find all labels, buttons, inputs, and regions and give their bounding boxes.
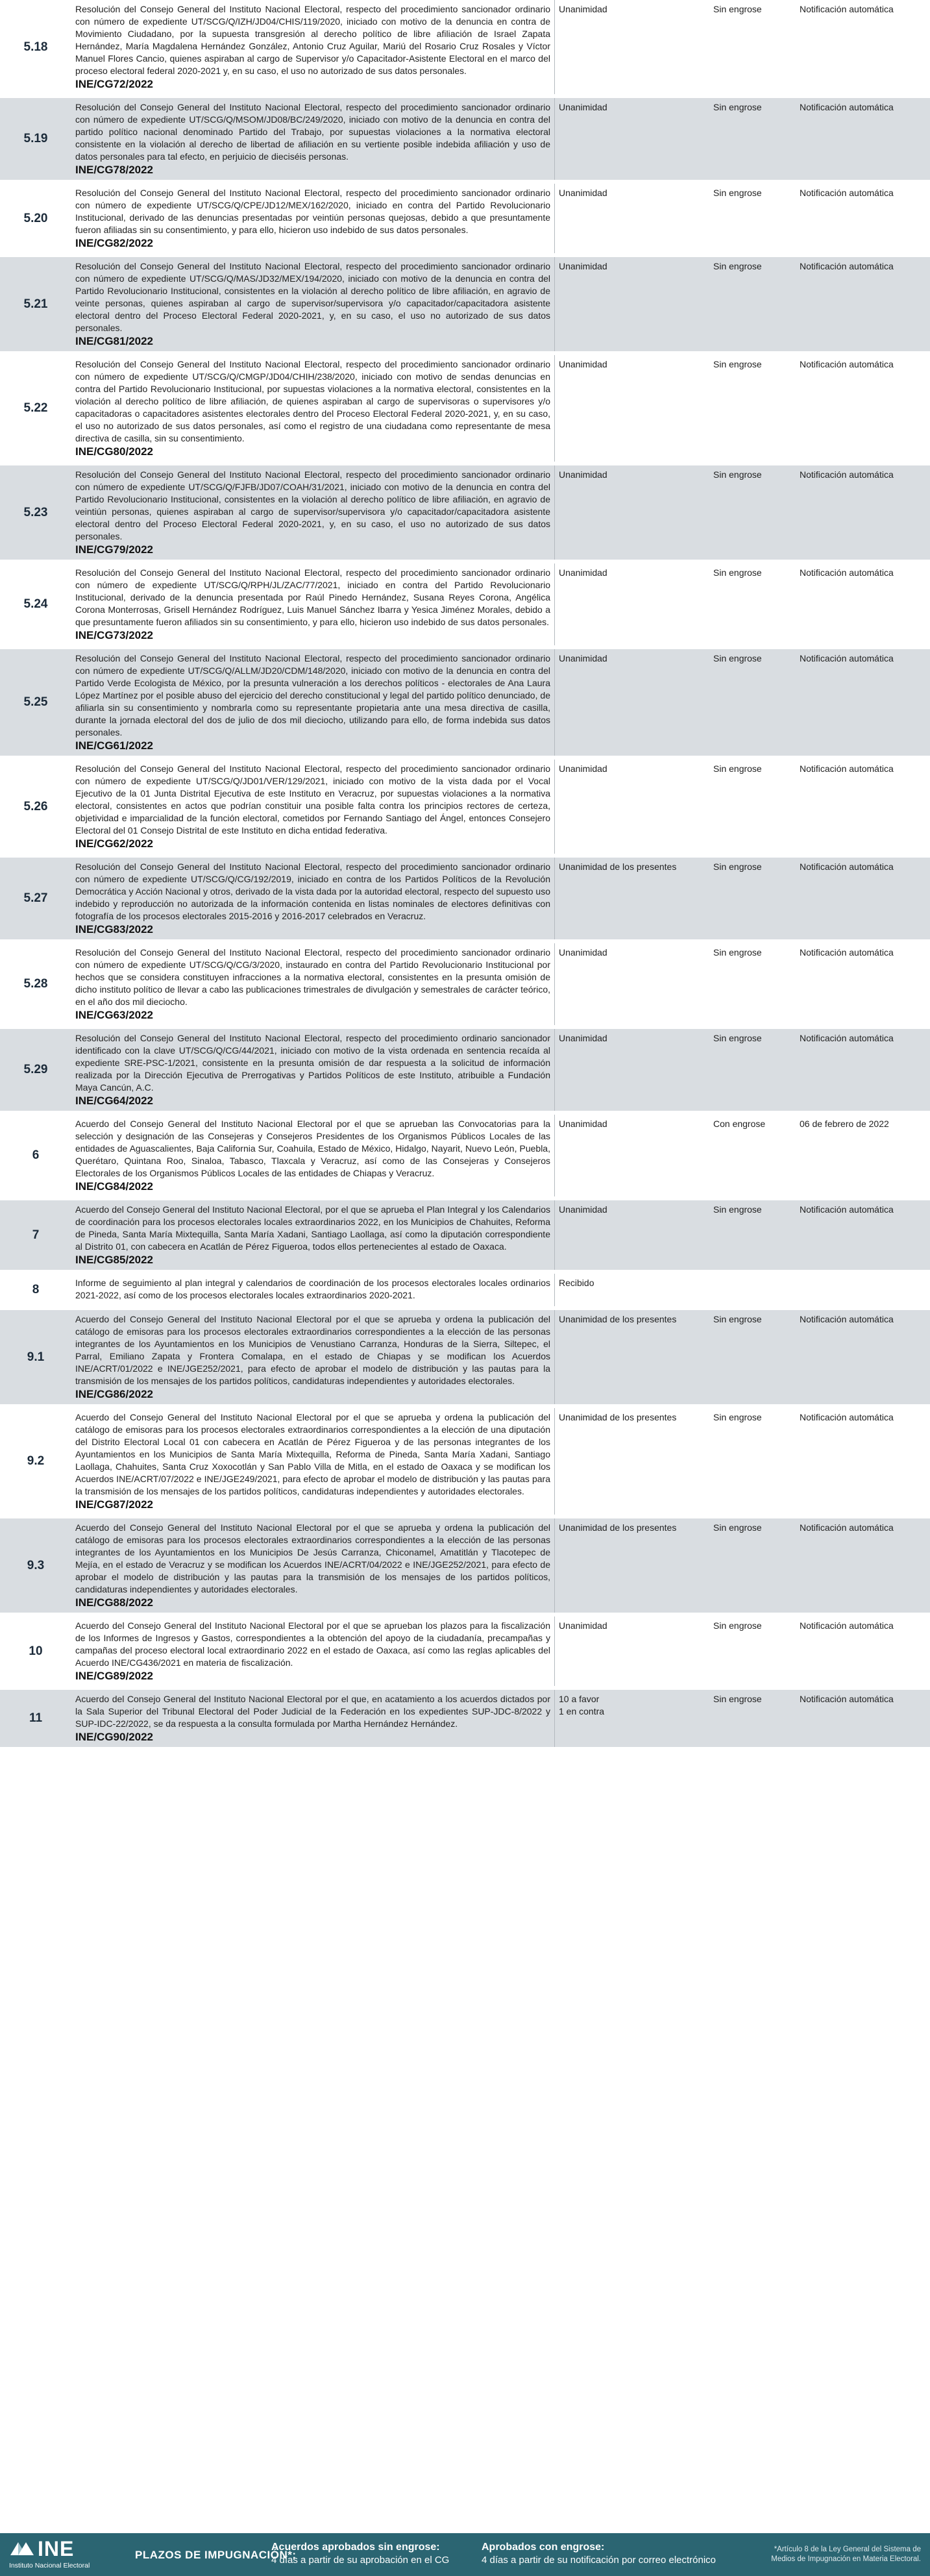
item-description-cell — [71, 0, 555, 94]
agenda-row — [0, 1200, 930, 1270]
agreement-code: INE/CG81/2022 — [75, 335, 154, 347]
item-description: Acuerdo del Consejo General del Instituto Nacional Electoral por el que se aprueban los plazos para la fiscalización de los Informes de Ingresos y Gastos, correspondientes a la obtención del apoyo de la ciudadanía, precampañas y campañas del proceso electoral local extraordinario 2022 en el estado de Oaxaca, así como las reglas aplicables del Acuerdo INE/CG436/2021 en materia de fiscalización. — [75, 1620, 550, 1668]
notification-status: Notificación automática — [796, 355, 930, 462]
item-description: Resolución del Consejo General del Instituto Nacional Electoral, respecto del procedimiento sancionador ordinario con número de expediente UT/SCG/Q/CG/192/2019, iniciado en contra de los Partidos Políticos de la Revolución Democrática y Acción Nacional y otros, derivado de la vista dada por la autoridad electoral, respecto del supuesto uso indebido y reproducción no autorizada de la información contenida en listas nominales de electores definitivas con fotografía de los procesos electorales 2015-2016 y 2016-2017 celebrados en Veracruz. — [75, 861, 550, 921]
no-engrose-heading: Acuerdos aprobados sin engrose: — [271, 2542, 440, 2553]
engrose-status: Sin engrose — [709, 1690, 796, 1747]
impugnation-footer — [0, 2533, 930, 2576]
item-description-cell — [71, 1274, 555, 1306]
vote-cell — [555, 1690, 709, 1747]
ine-logo-text: INE — [38, 2537, 75, 2560]
notification-status: Notificación automática — [796, 0, 930, 94]
vote-cell — [555, 943, 709, 1025]
item-description-cell — [71, 760, 555, 854]
engrose-status: Sin engrose — [709, 1408, 796, 1515]
vote-result: Unanimidad — [559, 763, 607, 774]
vote-result: Unanimidad — [559, 1119, 607, 1129]
agenda-row — [0, 184, 930, 253]
agenda-row — [0, 564, 930, 645]
item-description-cell — [71, 1616, 555, 1686]
item-number: 9.2 — [0, 1408, 71, 1515]
engrose-status — [709, 1274, 796, 1306]
agenda-row — [0, 98, 930, 180]
item-number: 5.28 — [0, 943, 71, 1025]
ine-logo — [9, 2538, 119, 2571]
vote-cell — [555, 1200, 709, 1270]
agreement-code: INE/CG83/2022 — [75, 923, 154, 935]
notification-status: Notificación automática — [796, 257, 930, 351]
item-description: Informe de seguimiento al plan integral y calendarios de coordinación de los procesos electorales locales ordinarios 2021-2022, así como de los procesos electorales locales extraordinarios 2020-2021. — [75, 1278, 550, 1300]
agreement-code: INE/CG61/2022 — [75, 739, 154, 752]
engrose-status: Sin engrose — [709, 1616, 796, 1686]
agreement-code: INE/CG85/2022 — [75, 1254, 154, 1266]
agenda-row — [0, 1274, 930, 1306]
vote-cell — [555, 257, 709, 351]
notification-status: Notificación automática — [796, 465, 930, 560]
item-description: Resolución del Consejo General del Instituto Nacional Electoral, respecto del procedimiento sancionador ordinario con número de expediente UT/SCG/Q/MAS/JD32/MEX/194/2020, iniciado con motivo de la denuncia en contra del Partido Revolucionario Institucional, consistentes en la violación al derecho político de libre afiliación, en agravio de veinte personas, quienes aspiraban al cargo de supervisor/supervisora y/o capacitador/capacitadora asistente electoral dentro del Proceso Electoral Federal 2020-2021, y, en su caso, el uso no autorizado de sus datos personales. — [75, 261, 550, 333]
item-number: 10 — [0, 1616, 71, 1686]
engrose-status: Sin engrose — [709, 184, 796, 253]
vote-cell — [555, 98, 709, 180]
vote-result: Unanimidad — [559, 469, 607, 480]
item-number: 5.27 — [0, 858, 71, 939]
agreement-code: INE/CG90/2022 — [75, 1731, 154, 1743]
notification-status: Notificación automática — [796, 184, 930, 253]
vote-cell — [555, 1115, 709, 1196]
item-number: 11 — [0, 1690, 71, 1747]
item-number: 7 — [0, 1200, 71, 1270]
vote-result: Unanimidad de los presentes — [559, 1314, 677, 1324]
vote-cell — [555, 0, 709, 94]
notification-status: Notificación automática — [796, 564, 930, 645]
vote-result: Unanimidad — [559, 4, 607, 14]
item-number: 5.19 — [0, 98, 71, 180]
item-number: 8 — [0, 1274, 71, 1306]
vote-cell — [555, 760, 709, 854]
vote-cell — [555, 184, 709, 253]
legal-footnote — [771, 2545, 921, 2564]
engrose-status: Sin engrose — [709, 1029, 796, 1111]
item-number: 5.20 — [0, 184, 71, 253]
vote-cell — [555, 1310, 709, 1404]
notification-status: Notificación automática — [796, 1518, 930, 1613]
agreement-code: INE/CG79/2022 — [75, 543, 154, 556]
agenda-row — [0, 760, 930, 854]
agreement-code: INE/CG84/2022 — [75, 1180, 154, 1193]
engrose-status: Con engrose — [709, 1115, 796, 1196]
engrose-status: Sin engrose — [709, 1200, 796, 1270]
agenda-row — [0, 465, 930, 560]
item-number: 5.24 — [0, 564, 71, 645]
vote-cell — [555, 1616, 709, 1686]
legal-footnote-line1: *Artículo 8 de la Ley General del Sistema de — [774, 2545, 921, 2553]
item-number: 9.3 — [0, 1518, 71, 1613]
vote-cell — [555, 1408, 709, 1515]
vote-cell — [555, 858, 709, 939]
item-description: Resolución del Consejo General del Instituto Nacional Electoral, respecto del procedimiento sancionador ordinario con número de expediente UT/SCG/Q/CMGP/JD04/CHIH/238/2020, iniciado con motivo de sendas denuncias en contra del Partido Revolucionario Institucional, por supuestas violaciones a la normativa electoral, consistentes en la violación al derecho político de libre afiliación, de quienes aspiraban al cargo de supervisoras o supervisores y/o capacitadoras o capacitadores asistentes electorales dentro del Proceso Electoral Federal 2020-2021, y, en su caso, el uso no autorizado de sus datos personales, así como el registro de una ciudadana como representante de mesa directiva de casilla, sin su consentimiento. — [75, 359, 550, 443]
item-description: Acuerdo del Consejo General del Instituto Nacional Electoral por el que, en acatamiento a los acuerdos dictados por la Sala Superior del Tribunal Electoral del Poder Judicial de la Federación en los expedientes SUP-JDC-8/2022 y SUP-IDC-22/2022, se da respuesta a la consulta formulada por Martha Hernández Hernández. — [75, 1694, 550, 1729]
item-number: 5.18 — [0, 0, 71, 94]
no-engrose-deadline — [271, 2541, 449, 2567]
notification-status: Notificación automática — [796, 649, 930, 756]
legal-footnote-line2: Medios de Impugnación en Materia Electoral. — [771, 2555, 921, 2563]
notification-status: Notificación automática — [796, 1310, 930, 1404]
engrose-text: 4 días a partir de su notificación por correo electrónico — [482, 2555, 716, 2566]
agenda-row — [0, 257, 930, 351]
vote-cell — [555, 355, 709, 462]
vote-result: Unanimidad de los presentes — [559, 861, 677, 872]
notification-status: Notificación automática — [796, 1690, 930, 1747]
agenda-row — [0, 1690, 930, 1747]
item-description: Resolución del Consejo General del Instituto Nacional Electoral, respecto del procedimiento ordinario sancionador identificado con la clave UT/SCG/Q/CG/44/2021, iniciado con motivo de la vista ordenada en sentencia recaída al expediente SRE-PSC-1/2021, consistente en la presunta omisión de dar respuesta a la solicitud de información realizada por la Dirección Ejecutiva de Prerrogativas y Partidos Políticos de este Instituto, atribuible a Fundación Maya Cancún, A.C. — [75, 1033, 550, 1093]
item-number: 5.23 — [0, 465, 71, 560]
item-description: Acuerdo del Consejo General del Instituto Nacional Electoral, por el que se aprueba el Plan Integral y los Calendarios de coordinación para los procesos electorales locales extraordinarios 2022, en los Municipios de Chahuites, Reforma de Pineda, Santa María Mixtequilla, Santa María Xadani, Santiago Laollaga, así como la diputación correspondiente al Distrito 01, con cabecera en Acatlán de Pérez Figueroa, todos ellos pertenecientes al estado de Oaxaca. — [75, 1204, 550, 1252]
vote-result: 10 a favor — [559, 1694, 600, 1704]
agreement-code: INE/CG62/2022 — [75, 837, 154, 850]
item-description-cell — [71, 1310, 555, 1404]
agreement-code: INE/CG87/2022 — [75, 1498, 154, 1511]
item-description: Resolución del Consejo General del Instituto Nacional Electoral, respecto del procedimiento sancionador ordinario con número de expediente UT/SCG/Q/CG/3/2020, instaurado en contra del Partido Revolucionario Institucional por hechos que se considera constituyen infracciones a la normativa electoral, consistentes en la presunta omisión de dicho instituto político de llevar a cabo las publicaciones trimestrales de divulgación y semestrales de carácter teórico, en el año dos mil dieciocho. — [75, 947, 550, 1007]
item-description-cell — [71, 184, 555, 253]
engrose-deadline — [482, 2541, 716, 2567]
agenda-row — [0, 1310, 930, 1404]
agenda-row — [0, 355, 930, 462]
item-description: Acuerdo del Consejo General del Instituto Nacional Electoral por el que se aprueba y ordena la publicación del catálogo de emisoras para los procesos electorales extraordinarios correspondientes a la elección de las personas integrantes de los Ayuntamientos en los Municipios de Venustiano Carranza, Honduras de la Sierra, Siltepec, el Parral, Emiliano Zapata y Frontera Comalapa, en el estado de Chiapas y se modifican los Acuerdos INE/ACRT/01/2022 e INE/JGE252/2021, para efecto de aprobar el modelo de distribución y las pautas para la transmisión de los mensajes de los partidos políticos, candidaturas independientes y autoridades electorales. — [75, 1314, 550, 1386]
vote-result-detail: 1 en contra — [559, 1706, 605, 1716]
vote-result: Unanimidad de los presentes — [559, 1412, 677, 1422]
notification-status: Notificación automática — [796, 98, 930, 180]
agreement-code: INE/CG82/2022 — [75, 237, 154, 249]
vote-result: Unanimidad — [559, 261, 607, 271]
agreement-code: INE/CG89/2022 — [75, 1670, 154, 1682]
agenda-row — [0, 1518, 930, 1613]
vote-cell — [555, 649, 709, 756]
vote-cell — [555, 465, 709, 560]
agenda-row — [0, 1115, 930, 1196]
item-number: 5.25 — [0, 649, 71, 756]
item-description-cell — [71, 1029, 555, 1111]
vote-result: Recibido — [559, 1278, 594, 1288]
item-description-cell — [71, 1115, 555, 1196]
item-description-cell — [71, 1690, 555, 1747]
item-number: 5.26 — [0, 760, 71, 854]
item-description: Resolución del Consejo General del Instituto Nacional Electoral, respecto del procedimiento sancionador ordinario con número de expediente UT/SCG/Q/CPE/JD12/MEX/162/2020, iniciado en contra del Partido Revolucionario Institucional, derivado de las denuncias presentadas por veintiún personas quejosas, debido a que presuntamente fueron afiliadas sin su consentimiento, y para ello, hicieron uso indebido de sus datos personales. — [75, 188, 550, 235]
vote-cell — [555, 1029, 709, 1111]
item-description-cell — [71, 1408, 555, 1515]
vote-result: Unanimidad — [559, 359, 607, 369]
item-description: Resolución del Consejo General del Instituto Nacional Electoral, respecto del procedimiento sancionador ordinario con número de expediente UT/SCG/Q/IZH/JD04/CHIS/119/2020, iniciado con motivo de la denuncia en contra de Movimiento Ciudadano, por la supuesta transgresión al derecho político de libre afiliación de Israel Zapata Hernández, María Magdalena Hernández González, Antonio Cruz Aguilar, Mariú del Rosario Cruz Rosales y Víctor Manuel Flores Cancio, quienes aspiraban al cargo de Supervisor y/o Capacitador-Asistente Electoral en el marco del proceso electoral federal 2020-2021 y, en su caso, el uso no autorizado de sus datos personales. — [75, 4, 550, 76]
ine-logo-mark-icon — [9, 2538, 35, 2559]
agenda-row — [0, 649, 930, 756]
agreement-code: INE/CG63/2022 — [75, 1009, 154, 1021]
vote-cell — [555, 1518, 709, 1613]
agenda-row — [0, 1616, 930, 1686]
engrose-status: Sin engrose — [709, 465, 796, 560]
agreement-code: INE/CG80/2022 — [75, 445, 154, 458]
agreement-code: INE/CG88/2022 — [75, 1596, 154, 1609]
engrose-status: Sin engrose — [709, 355, 796, 462]
vote-result: Unanimidad — [559, 188, 607, 198]
item-description: Resolución del Consejo General del Instituto Nacional Electoral, respecto del procedimiento sancionador ordinario con número de expediente UT/SCG/Q/ALLM/JD20/CDM/148/2020, iniciado con motivo de la denuncia en contra del Partido Verde Ecologista de México, por la presunta vulneración a los derechos políticos - electorales de Ana Laura López Martínez por el posible abuso del ejercicio del derecho constitucional y legal del partido político denunciado, de afiliarla sin su consentimiento y nombrarla como su representante propietaria ante una mesa directiva de casilla, durante la jornada electoral del dos de julio de dos mil dieciocho, utilizando para ello, de forma indebida sus datos personales. — [75, 653, 550, 737]
item-description: Acuerdo del Consejo General del Instituto Nacional Electoral por el que se aprueban las Convocatorias para la selección y designación de las Consejeras y Consejeros Presidentes de los Organismos Públicos Locales de las entidades de Aguascalientes, Baja California Sur, Coahuila, Estado de México, Hidalgo, Nayarit, Nuevo León, Puebla, Querétaro, Quintana Roo, Sinaloa, Tabasco, Tlaxcala y Veracruz, así como de las Consejeras y Consejeros Electorales de los Organismos Públicos Locales de las entidades de Chiapas y Veracruz. — [75, 1119, 550, 1178]
vote-result: Unanimidad — [559, 653, 607, 663]
impugnation-title: PLAZOS DE IMPUGNACIÓN*: — [135, 2549, 297, 2561]
notification-status: Notificación automática — [796, 760, 930, 854]
agreement-code: INE/CG73/2022 — [75, 629, 154, 641]
item-number: 5.29 — [0, 1029, 71, 1111]
agenda-row — [0, 0, 930, 94]
vote-result: Unanimidad — [559, 102, 607, 112]
item-description-cell — [71, 564, 555, 645]
engrose-status: Sin engrose — [709, 649, 796, 756]
notification-status: 06 de febrero de 2022 — [796, 1115, 930, 1196]
item-description-cell — [71, 858, 555, 939]
agenda-row — [0, 1408, 930, 1515]
notification-status: Notificación automática — [796, 1408, 930, 1515]
engrose-status: Sin engrose — [709, 98, 796, 180]
engrose-status: Sin engrose — [709, 257, 796, 351]
item-number: 5.22 — [0, 355, 71, 462]
notification-status — [796, 1274, 930, 1306]
item-description: Resolución del Consejo General del Instituto Nacional Electoral, respecto del procedimiento sancionador ordinario con número de expediente UT/SCG/Q/RPH/JL/ZAC/77/2021, iniciado en contra del Partido Revolucionario Institucional, derivado de la denuncia presentada por Raúl Pinedo Hernández, Susana Reyes Corona, Angélica Corona Monterrosas, Grisell Hernández Rodríguez, Luis Manuel Sánchez Ibarra y Yesica Jiménez Morales, debido a que presuntamente fueron afiliados sin su consentimiento, y para ello, hicieron uso indebido de sus datos personales. — [75, 567, 550, 627]
item-description-cell — [71, 1518, 555, 1613]
item-description-cell — [71, 257, 555, 351]
item-number: 6 — [0, 1115, 71, 1196]
notification-status: Notificación automática — [796, 1200, 930, 1270]
vote-result: Unanimidad — [559, 1620, 607, 1631]
engrose-heading: Aprobados con engrose: — [482, 2542, 605, 2553]
notification-status: Notificación automática — [796, 1029, 930, 1111]
agreement-code: INE/CG86/2022 — [75, 1388, 154, 1400]
item-description-cell — [71, 649, 555, 756]
item-description: Acuerdo del Consejo General del Instituto Nacional Electoral por el que se aprueba y ordena la publicación del catálogo de emisoras para los procesos electorales extraordinarios correspondientes a la elección de las personas integrantes de los Ayuntamientos en los Municipios De Jesús Carranza, Chiconamel, Amatitlán y Tlacotepec de Mejía, en el estado de Veracruz y se modifican los Acuerdos INE/ACRT/04/2022 e INE/JGE252/2021, para efecto de aprobar el modelo de distribución y las pautas para la transmisión de los mensajes de los partidos políticos, candidaturas independientes y autoridades electorales. — [75, 1522, 550, 1594]
item-description-cell — [71, 1200, 555, 1270]
item-description: Resolución del Consejo General del Instituto Nacional Electoral, respecto del procedimiento sancionador ordinario con número de expediente UT/SCG/Q/MSOM/JD08/BC/249/2020, iniciado con motivo de la denuncia en contra del partido político nacional denominado Partido del Trabajo, por supuestas violaciones a la normativa electoral consistente en la violación al derecho de libertad de afiliación en su vertiente posible indebida afiliación y uso de datos personales para tal efecto, en perjuicio de dieciséis personas. — [75, 102, 550, 162]
agreement-code: INE/CG72/2022 — [75, 78, 154, 90]
item-number: 5.21 — [0, 257, 71, 351]
agreement-code: INE/CG64/2022 — [75, 1095, 154, 1107]
vote-result: Unanimidad de los presentes — [559, 1522, 677, 1533]
engrose-status: Sin engrose — [709, 0, 796, 94]
engrose-status: Sin engrose — [709, 564, 796, 645]
vote-result: Unanimidad — [559, 1204, 607, 1215]
vote-result: Unanimidad — [559, 567, 607, 578]
engrose-status: Sin engrose — [709, 943, 796, 1025]
agreement-code: INE/CG78/2022 — [75, 164, 154, 176]
item-description-cell — [71, 943, 555, 1025]
vote-cell — [555, 1274, 709, 1306]
agenda-row — [0, 1029, 930, 1111]
engrose-status: Sin engrose — [709, 760, 796, 854]
notification-status: Notificación automática — [796, 858, 930, 939]
vote-cell — [555, 564, 709, 645]
item-description: Resolución del Consejo General del Instituto Nacional Electoral, respecto del procedimiento sancionador ordinario con número de expediente UT/SCG/Q/FJFB/JD07/COAH/31/2021, iniciado con motivo de la denuncia en contra del Partido Revolucionario Institucional, consistentes en la violación al derecho político de libre afiliación, en agravio de veintiún personas, quienes aspiraban al cargo de supervisor/supervisora y/o capacitador/capacitadora asistente electoral dentro del Proceso Electoral Federal 2020-2021, y, en su caso, el uso no autorizado de sus datos personales. — [75, 469, 550, 541]
item-number: 9.1 — [0, 1310, 71, 1404]
item-description-cell — [71, 98, 555, 180]
item-description: Acuerdo del Consejo General del Instituto Nacional Electoral por el que se aprueba y ordena la publicación del catálogo de emisoras para los procesos electorales extraordinarios correspondientes a la elección de una diputación del Distrito Electoral Local 01 con cabecera en Acatlán de Pérez Figueroa y de las personas integrantes de los Ayuntamientos en los Municipios de Santa María Mixtequilla, Reforma de Pineda, Santa María Xadani, Santiago Laollaga, Chahuites, Santa Cruz Xoxocotlán y San Pablo Villa de Mitla, en el estado de Oaxaca y se modifican los Acuerdos INE/ACRT/07/2022 e INE/JGE249/2021, para efecto de aprobar el modelo de distribución y las pautas para la transmisión de los mensajes de los partidos políticos, candidaturas independientes y autoridades electorales. — [75, 1412, 550, 1496]
item-description: Resolución del Consejo General del Instituto Nacional Electoral, respecto del procedimiento sancionador ordinario con número de expediente UT/SCG/Q/JD01/VER/129/2021, iniciado con motivo de la vista dada por el Vocal Ejecutivo de la 01 Junta Distrital Ejecutiva de este Instituto en Veracruz, por supuestas violaciones a la normativa electoral, consistentes en actos que podrían constituir una posible falta contra los principios rectores de certeza, objetividad e imparcialidad de la función electoral, cometidos por Fernando Santiago del Ángel, entonces Consejero Electoral del 01 Consejo Distrital de este Instituto en dicha entidad federativa. — [75, 763, 550, 836]
ine-logo-subtitle: Instituto Nacional Electoral — [9, 2562, 90, 2570]
agenda-row — [0, 858, 930, 939]
notification-status: Notificación automática — [796, 1616, 930, 1686]
vote-result: Unanimidad — [559, 947, 607, 958]
notification-status: Notificación automática — [796, 943, 930, 1025]
no-engrose-text: 4 días a partir de su aprobación en el CG — [271, 2555, 450, 2566]
vote-result: Unanimidad — [559, 1033, 607, 1043]
engrose-status: Sin engrose — [709, 1518, 796, 1613]
engrose-status: Sin engrose — [709, 1310, 796, 1404]
item-description-cell — [71, 465, 555, 560]
agenda-row — [0, 943, 930, 1025]
engrose-status: Sin engrose — [709, 858, 796, 939]
item-description-cell — [71, 355, 555, 462]
